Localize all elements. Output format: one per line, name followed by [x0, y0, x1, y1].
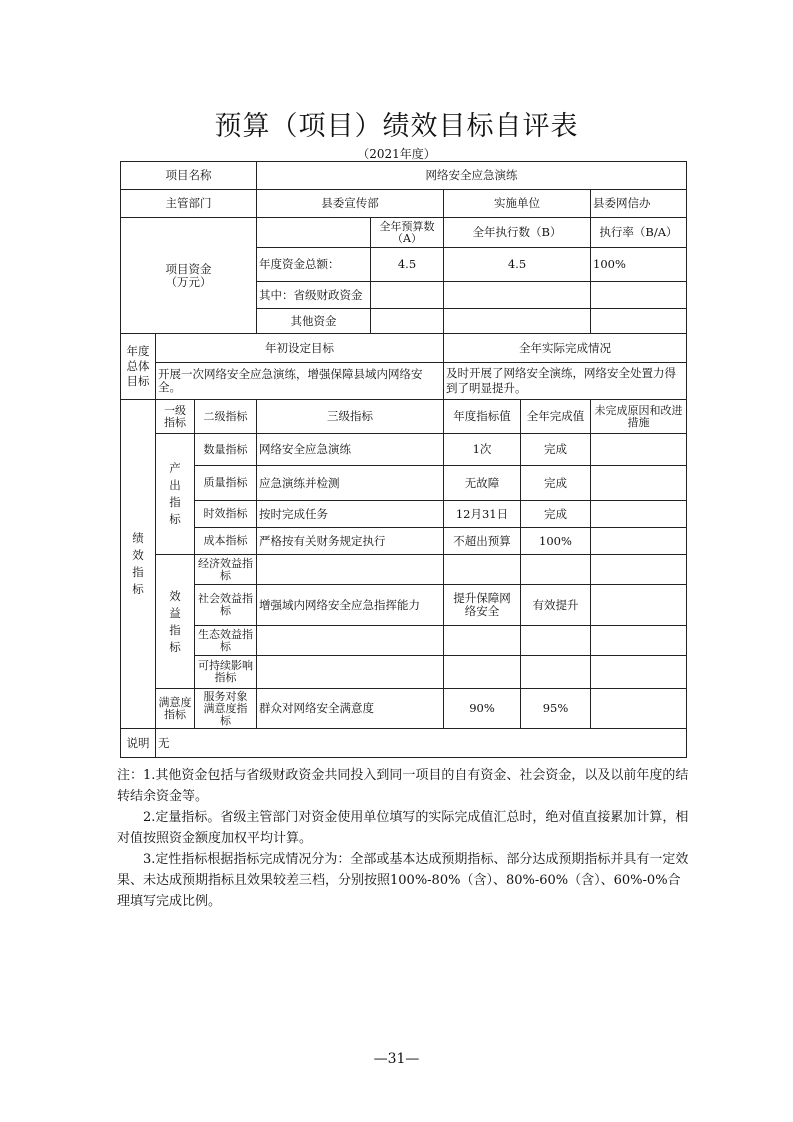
header-level1: 一级指标: [155, 399, 195, 434]
done-cell: 有效提升: [520, 584, 591, 626]
note-3: 3.定性指标根据指标完成情况分为：全部或基本达成预期指标、部分达成预期指标并具有一定效果、未达成预期指标且效果较差三档，分别按照100%-80%（含）、80%-60%（含）、60%-0%合理填写完成比例。: [117, 852, 689, 909]
level3-cell: 严格按有关财务规定执行: [256, 527, 444, 555]
funds-row-label: 其他资金: [256, 308, 371, 334]
level2-cell: 生态效益指标: [194, 625, 257, 656]
reason-cell: [590, 433, 687, 466]
reason-cell: [590, 584, 687, 626]
dept-label: 主管部门: [120, 189, 257, 218]
goals-actual-header: 全年实际完成情况: [443, 333, 687, 363]
funds-row-budget: [370, 281, 444, 309]
funds-row-budget: 4.5: [370, 247, 444, 282]
done-cell: 完成: [520, 465, 591, 501]
project-name-value: 网络安全应急演练: [256, 161, 687, 190]
page-number: —31—: [373, 1051, 420, 1067]
header-level3: 三级指标: [256, 399, 444, 434]
target-cell: 90%: [443, 688, 521, 729]
level3-cell: 群众对网络安全满意度: [256, 688, 444, 729]
target-cell: 提升保障网络安全: [443, 584, 521, 626]
done-cell: 完成: [520, 500, 591, 528]
header-level2: 二级指标: [194, 399, 257, 434]
notes: [117, 765, 689, 912]
level3-cell: 按时完成任务: [256, 500, 444, 528]
reason-cell: [590, 465, 687, 501]
target-cell: 1次: [443, 433, 521, 466]
note-2: 2.定量指标。省级主管部门对资金使用单位填写的实际完成值汇总时，绝对值直接累加计算，相对值按照资金额度加权平均计算。: [117, 810, 689, 846]
level2-cell: 数量指标: [194, 433, 257, 466]
reason-cell: [590, 688, 687, 729]
funds-row-label: 其中：省级财政资金: [256, 281, 371, 309]
level2-cell: 时效指标: [194, 500, 257, 528]
level2-cell: 可持续影响指标: [194, 655, 257, 689]
header-target: 年度指标值: [443, 399, 521, 434]
page-title: 预算（项目）绩效目标自评表: [214, 111, 579, 142]
goals-planned-header: 年初设定目标: [155, 333, 444, 363]
target-cell: 12月31日: [443, 500, 521, 528]
project-name-label: 项目名称: [120, 161, 257, 190]
group-satisfaction-label: 满意度指标: [155, 688, 195, 729]
level2-cell: 成本指标: [194, 527, 257, 555]
reason-cell: [590, 625, 687, 656]
level2-cell: 服务对象满意度指标: [194, 688, 257, 729]
funds-label: [120, 217, 257, 334]
target-cell: [443, 554, 521, 585]
done-cell: [520, 554, 591, 585]
col-exec-header: 全年执行数（B）: [443, 217, 591, 248]
note-1: 注：1.其他资金包括与省级财政资金共同投入到同一项目的自有资金、社会资金，以及以前年度的结转结余资金等。: [117, 768, 689, 804]
level3-cell: [256, 554, 444, 585]
impl-label: 实施单位: [443, 189, 591, 218]
goals-planned: 开展一次网络安全应急演练，增强保障县域内网络安全。: [155, 362, 444, 400]
level2-cell: 质量指标: [194, 465, 257, 501]
funds-row-rate: [590, 281, 687, 309]
col-budget-header: 全年预算数（A）: [370, 217, 444, 248]
goals-label: [120, 333, 156, 400]
done-cell: [520, 655, 591, 689]
remark-label: 说明: [120, 728, 156, 758]
level3-cell: [256, 625, 444, 656]
funds-row-exec: [443, 308, 591, 334]
level3-cell: 应急演练并检测: [256, 465, 444, 501]
done-cell: 完成: [520, 433, 591, 466]
funds-row-rate: [590, 308, 687, 334]
header-reason: 未完成原因和改进措施: [590, 399, 687, 434]
target-cell: 无故障: [443, 465, 521, 501]
level3-cell: 增强域内网络安全应急指挥能力: [256, 584, 444, 626]
col-rate-header: 执行率（B/A）: [590, 217, 687, 248]
target-cell: [443, 625, 521, 656]
funds-header-blank: [256, 217, 371, 248]
group-benefit-label: 效益指标: [155, 554, 195, 689]
level2-cell: 社会效益指标: [194, 584, 257, 626]
goals-label-text: 年度总体目标: [126, 344, 150, 388]
level3-cell: 网络安全应急演练: [256, 433, 444, 466]
done-cell: [520, 625, 591, 656]
group-output-label: 产出指标: [155, 433, 195, 555]
funds-row-exec: 4.5: [443, 247, 591, 282]
impl-value: 县委网信办: [590, 189, 687, 218]
funds-row-label: 年度资金总额：: [256, 247, 371, 282]
goals-actual: 及时开展了网络安全演练，网络安全处置力得到了明显提升。: [443, 362, 687, 400]
funds-label-text: 项目资金（万元）: [165, 261, 212, 289]
funds-row-budget: [370, 308, 444, 334]
page-subtitle: （2021年度）: [357, 147, 436, 161]
reason-cell: [590, 554, 687, 585]
indicators-section-label: [120, 399, 156, 729]
level3-cell: [256, 655, 444, 689]
reason-cell: [590, 527, 687, 555]
funds-row-exec: [443, 281, 591, 309]
header-done: 全年完成值: [520, 399, 591, 434]
indicators-section-label-text: 绩效指标: [132, 531, 144, 596]
target-cell: [443, 655, 521, 689]
level2-cell: 经济效益指标: [194, 554, 257, 585]
target-cell: 不超出预算: [443, 527, 521, 555]
done-cell: 95%: [520, 688, 591, 729]
reason-cell: [590, 500, 687, 528]
done-cell: 100%: [520, 527, 591, 555]
reason-cell: [590, 655, 687, 689]
dept-value: 县委宣传部: [256, 189, 444, 218]
remark-value: 无: [155, 728, 687, 758]
funds-row-rate: 100%: [590, 247, 687, 282]
